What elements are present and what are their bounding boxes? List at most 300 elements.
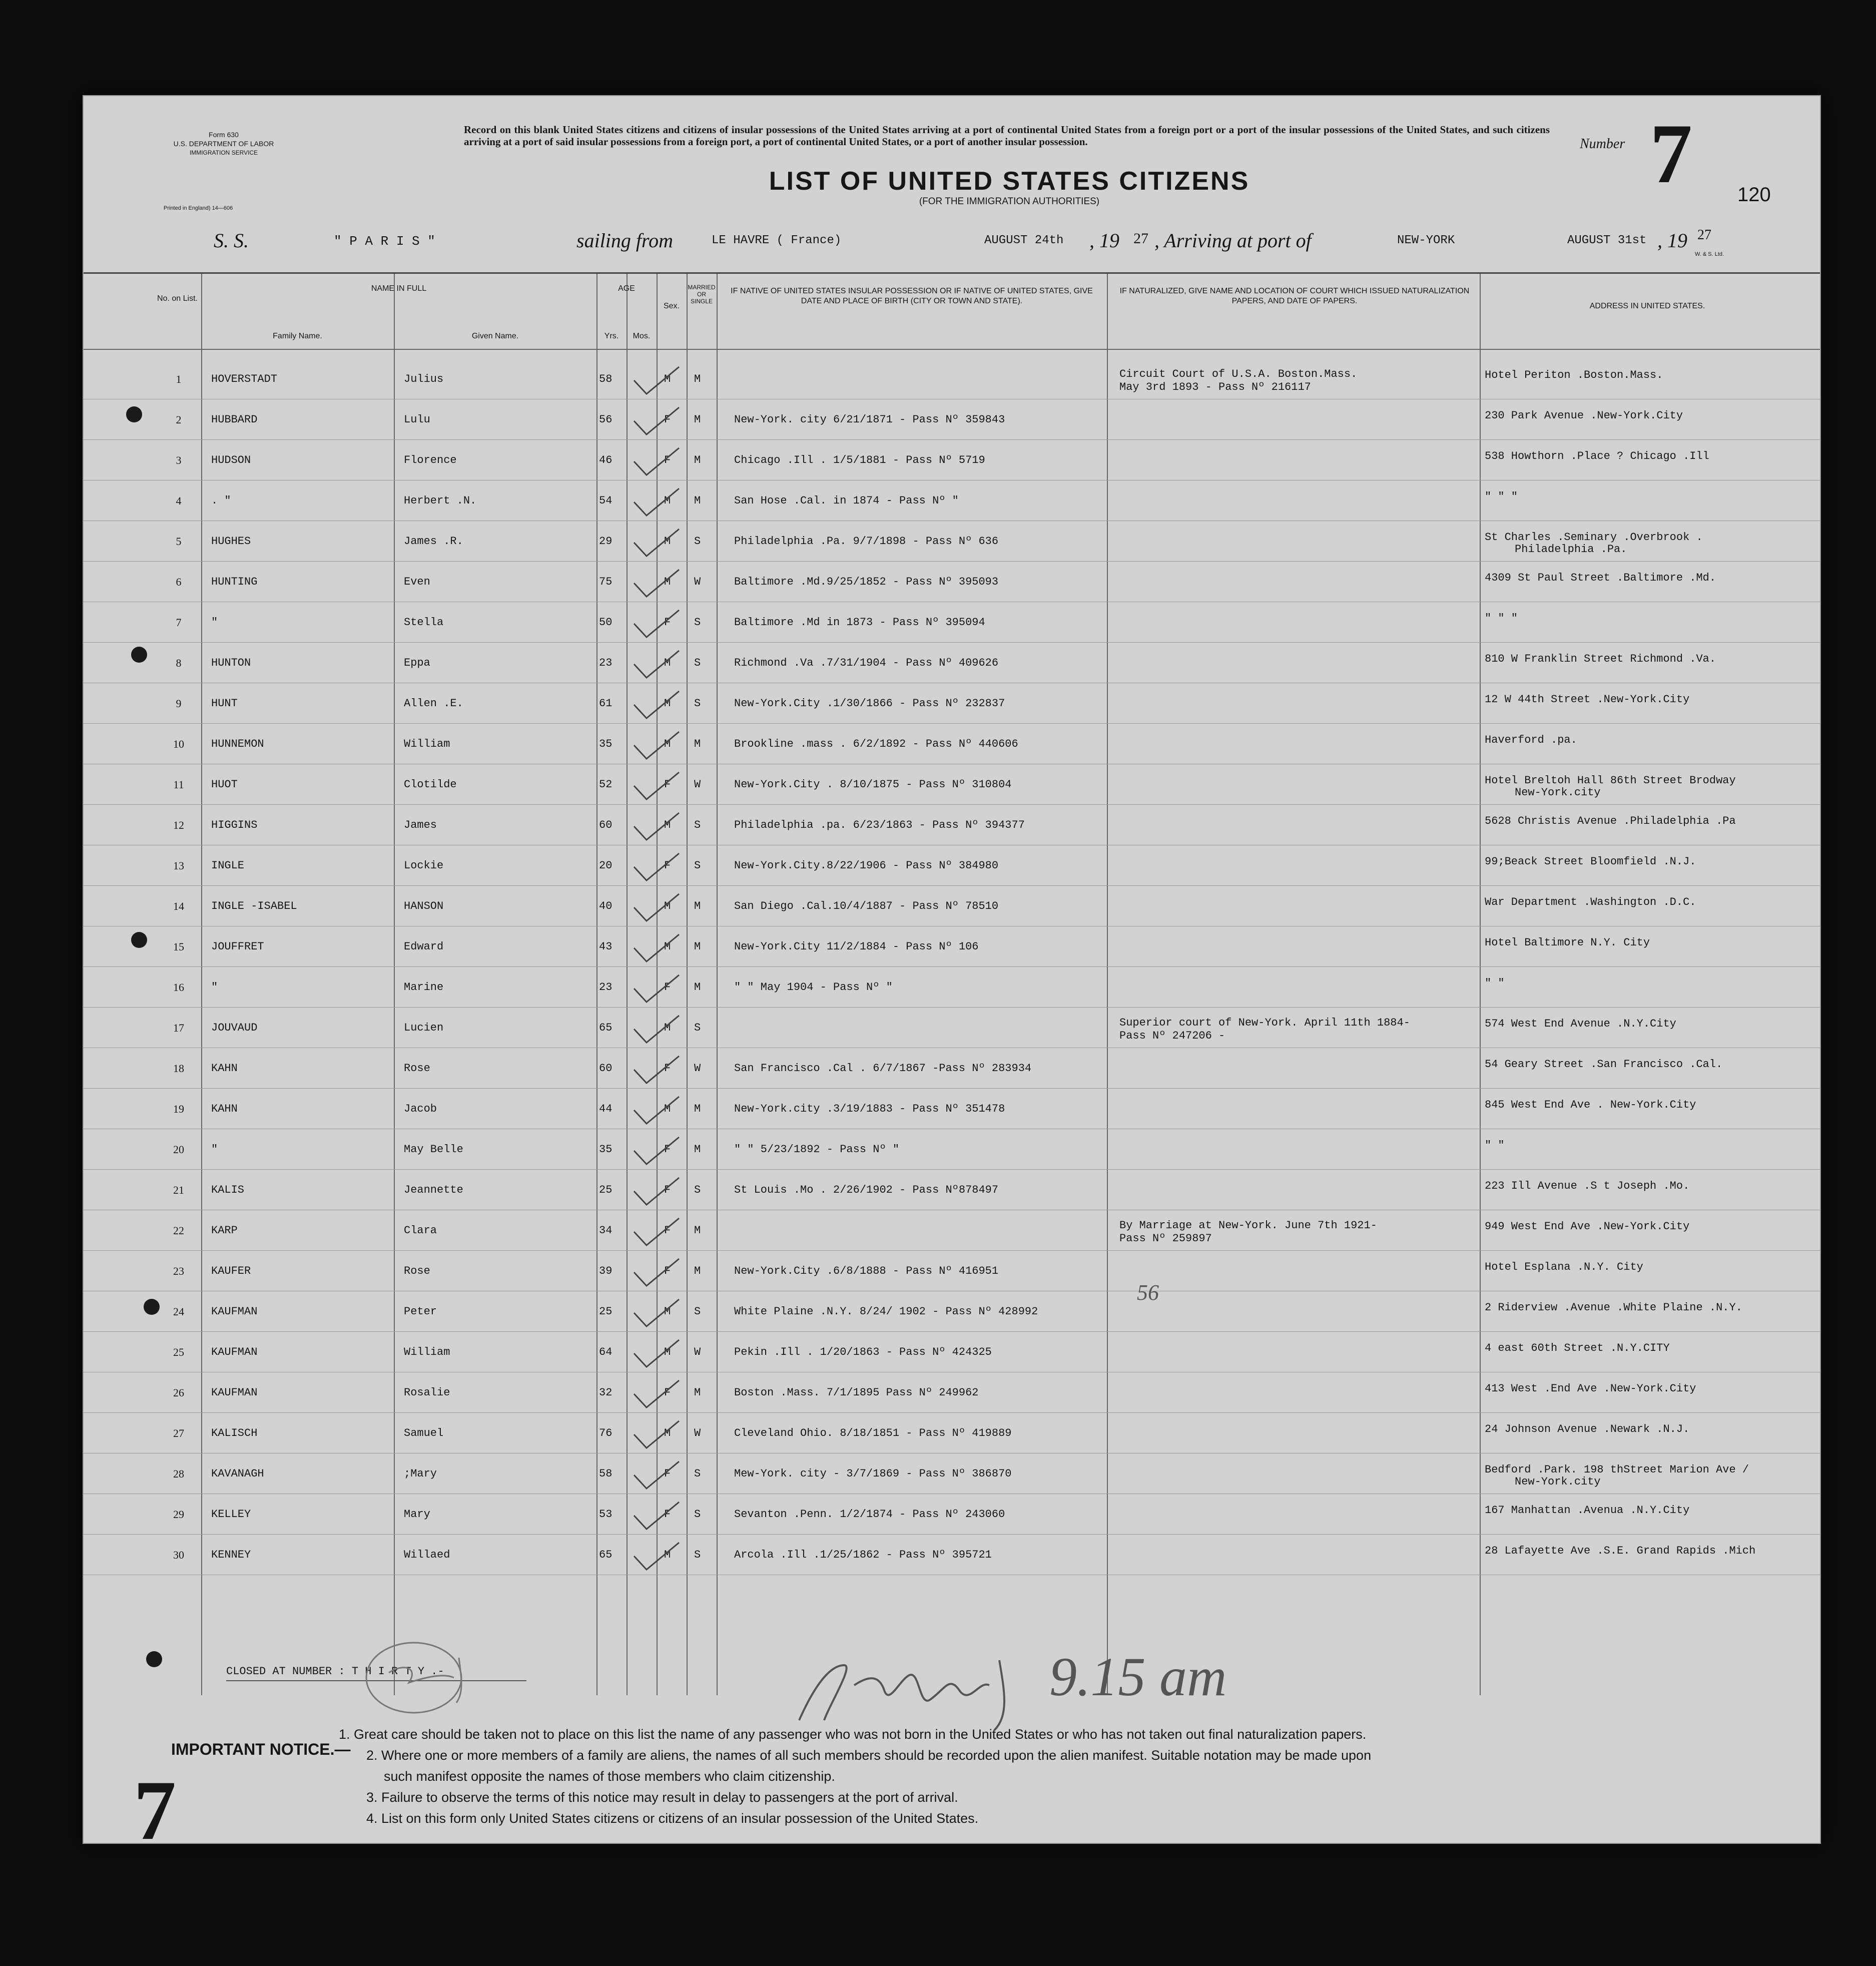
table-row	[84, 1251, 1820, 1291]
cell-age: 35	[599, 1143, 612, 1156]
instructions: Record on this blank United States citizens and citizens of insular possessions of the United States arriving at a port of continental United States from a foreign port or a port of the insular possessions of the United States, and such citizens arriving at a port of said insular possessions from a foreign port, a port of continental United States, or a port of another insular possession.	[464, 124, 1550, 148]
cell-age: 50	[599, 616, 612, 629]
col-header-given: Given Name.	[471, 332, 519, 340]
cell-birth: Baltimore .Md in 1873 - Pass Nº 395094	[734, 616, 985, 629]
cell-given: HANSON	[404, 900, 444, 912]
cell-age: 75	[599, 576, 612, 588]
cell-birth: New-York.City.8/22/1906 - Pass Nº 384980	[734, 859, 999, 872]
check-mark-icon	[629, 849, 684, 884]
cell-family: JOUVAUD	[211, 1022, 258, 1034]
check-mark-icon	[629, 930, 684, 965]
service: IMMIGRATION SERVICE	[189, 149, 258, 156]
cell-given: William	[404, 1346, 450, 1358]
table-row	[84, 1291, 1820, 1331]
punch-hole	[126, 406, 142, 422]
cell-family: KARP	[211, 1224, 238, 1237]
cell-birth: Brookline .mass . 6/2/1892 - Pass Nº 440606	[734, 738, 1018, 750]
notice-item-3: 3. Failure to observe the terms of this notice may result in delay to passengers at the port of arrival.	[366, 1790, 958, 1805]
check-mark-icon	[629, 687, 684, 722]
check-mark-icon	[629, 1457, 684, 1493]
cell-family: KAHN	[211, 1103, 238, 1115]
cell-sex: F	[664, 1224, 671, 1237]
cell-sex: M	[664, 738, 671, 750]
sailing-date: AUGUST 24th	[984, 234, 1064, 247]
cell-sex: F	[664, 413, 671, 426]
cell-no: 24	[173, 1305, 184, 1318]
cell-birth: San Diego .Cal.10/4/1887 - Pass Nº 78510	[734, 900, 999, 912]
year-label-1: , 19	[1089, 229, 1119, 252]
check-mark-icon	[629, 728, 684, 763]
cell-no: 25	[173, 1346, 184, 1358]
cell-family: HUNTING	[211, 576, 258, 588]
check-mark-icon	[629, 1376, 684, 1411]
cell-sex: F	[664, 1386, 671, 1399]
cell-ms: S	[694, 1549, 701, 1561]
notice-item-2b: such manifest opposite the names of those members who claim citizenship.	[384, 1769, 835, 1784]
cell-age: 61	[599, 697, 612, 710]
cell-no: 29	[173, 1508, 184, 1521]
table-header-rule	[84, 349, 1820, 350]
cell-family: INGLE	[211, 859, 245, 872]
cell-sex: F	[664, 981, 671, 994]
cell-family: KAVANAGH	[211, 1467, 264, 1480]
table-row	[84, 643, 1820, 683]
page-title: LIST OF UNITED STATES CITIZENS	[769, 167, 1250, 196]
cell-addr: Hotel Breltoh Hall 86th Street Brodway	[1485, 774, 1736, 787]
cell-nat: By Marriage at New-York. June 7th 1921-	[1119, 1219, 1377, 1232]
punch-hole	[131, 647, 147, 663]
table-row	[84, 480, 1820, 521]
cell-ms: W	[694, 1427, 701, 1439]
cell-given: Julius	[404, 373, 444, 385]
cell-given: Jacob	[404, 1103, 437, 1115]
check-mark-icon	[629, 1214, 684, 1249]
col-header-married: MARRIED OR SINGLE	[688, 284, 716, 305]
table-row	[84, 724, 1820, 764]
cell-ms: M	[694, 1265, 701, 1277]
cell-birth: Cleveland Ohio. 8/18/1851 - Pass Nº 419889	[734, 1427, 1012, 1439]
col-header-sex: Sex.	[663, 302, 680, 310]
cell-sex: M	[664, 1305, 671, 1318]
cell-family: KAUFER	[211, 1265, 251, 1277]
cell-no: 21	[173, 1184, 184, 1196]
cell-sex: M	[664, 697, 671, 710]
cell-ms: W	[694, 1062, 701, 1075]
form-number-block	[164, 130, 284, 157]
cell-given: Mary	[404, 1508, 430, 1521]
cell-birth: Philadelphia .Pa. 9/7/1898 - Pass Nº 636	[734, 535, 999, 548]
cell-family: KENNEY	[211, 1549, 251, 1561]
cell-sex: M	[664, 657, 671, 669]
cell-family: KAUFMAN	[211, 1386, 258, 1399]
col-header-family: Family Name.	[273, 332, 322, 340]
cell-age: 52	[599, 778, 612, 791]
cell-addr2: New-York.city	[1515, 786, 1601, 799]
table-row	[84, 967, 1820, 1007]
cell-sex: M	[664, 495, 671, 507]
page-subtitle: (FOR THE IMMIGRATION AUTHORITIES)	[919, 196, 1100, 207]
col-header-naturalized: IF NATURALIZED, GIVE NAME AND LOCATION OF COURT WHICH ISSUED NATURALIZATION PAPERS, AND DATE OF PAPERS.	[1119, 287, 1470, 305]
check-mark-icon	[629, 1255, 684, 1290]
cell-ms: S	[694, 1022, 701, 1034]
manifest-sheet	[83, 95, 1821, 1844]
year-label-2: , 19	[1657, 229, 1687, 252]
check-mark-icon	[629, 1336, 684, 1371]
cell-family: HOVERSTADT	[211, 373, 278, 385]
cell-addr: " " "	[1485, 490, 1518, 503]
cell-sex: M	[664, 1103, 671, 1115]
cell-addr: 99;Beack Street Bloomfield .N.J.	[1485, 855, 1696, 868]
cell-age: 43	[599, 940, 612, 953]
check-mark-icon	[629, 971, 684, 1006]
check-mark-icon	[629, 566, 684, 601]
arriving-label: , Arriving at port of	[1154, 229, 1312, 252]
cell-given: Jeannette	[404, 1184, 463, 1196]
check-mark-icon	[629, 1417, 684, 1452]
cell-sex: M	[664, 576, 671, 588]
check-mark-icon	[629, 647, 684, 682]
number-label: Number	[1580, 136, 1625, 152]
cell-birth: New-York. city 6/21/1871 - Pass Nº 359843	[734, 413, 1005, 426]
cell-family: HUOT	[211, 778, 238, 791]
cell-addr: " " "	[1485, 612, 1518, 625]
ship-name: " P A R I S "	[334, 234, 435, 249]
cell-age: 64	[599, 1346, 612, 1358]
cell-given: Edward	[404, 940, 444, 953]
cell-addr: 167 Manhattan .Avenua .N.Y.City	[1485, 1504, 1690, 1517]
cell-ms: W	[694, 576, 701, 588]
check-mark-icon	[629, 363, 684, 398]
cell-family: "	[211, 616, 218, 629]
cell-sex: F	[664, 1467, 671, 1480]
cell-given: James .R.	[404, 535, 463, 548]
cell-ms: S	[694, 819, 701, 831]
cell-no: 28	[173, 1467, 184, 1480]
cell-given: Clotilde	[404, 778, 457, 791]
cell-given: May Belle	[404, 1143, 463, 1156]
cell-ms: S	[694, 1305, 701, 1318]
cell-family: KELLEY	[211, 1508, 251, 1521]
cell-given: Lulu	[404, 413, 430, 426]
cell-no: 17	[173, 1022, 184, 1034]
cell-birth: Richmond .Va .7/31/1904 - Pass Nº 409626	[734, 657, 999, 669]
notice-item-1: 1. Great care should be taken not to place on this list the name of any passenger who was not born in the United States or who has not taken out final naturalization papers.	[339, 1727, 1367, 1742]
cell-age: 56	[599, 413, 612, 426]
page-number: 120	[1737, 184, 1771, 206]
cell-family: HUBBARD	[211, 413, 258, 426]
check-mark-icon	[629, 403, 684, 438]
cell-age: 65	[599, 1549, 612, 1561]
cell-addr: 24 Johnson Avenue .Newark .N.J.	[1485, 1423, 1690, 1435]
cell-family: INGLE -ISABEL	[211, 900, 297, 912]
cell-family: KALISCH	[211, 1427, 258, 1439]
notice-item-2: 2. Where one or more members of a family are aliens, the names of all such members should be recorded upon the alien manifest. Suitable notation may be made upon	[366, 1748, 1372, 1763]
notice-item-4: 4. List on this form only United States citizens or citizens of an insular possession of the United States.	[366, 1811, 979, 1826]
check-mark-icon	[629, 809, 684, 844]
table-row	[84, 1372, 1820, 1412]
department: U.S. DEPARTMENT OF LABOR	[173, 140, 274, 148]
cell-no: 15	[173, 940, 184, 953]
cell-given: Even	[404, 576, 430, 588]
cell-age: 35	[599, 738, 612, 750]
check-mark-icon	[629, 1498, 684, 1533]
cell-addr: 538 Howthorn .Place ? Chicago .Ill	[1485, 450, 1709, 462]
cell-age: 60	[599, 1062, 612, 1075]
cell-sex: M	[664, 1346, 671, 1358]
table-row	[84, 1453, 1820, 1494]
cell-no: 2	[176, 413, 182, 426]
cell-given: Florence	[404, 454, 457, 466]
cell-ms: M	[694, 1143, 701, 1156]
cell-no: 1	[176, 373, 182, 385]
check-mark-icon	[629, 890, 684, 925]
passenger-table	[84, 359, 1820, 1640]
cell-age: 54	[599, 495, 612, 507]
cell-nat: Circuit Court of U.S.A. Boston.Mass.	[1119, 368, 1358, 380]
cell-no: 30	[173, 1549, 184, 1561]
cell-no: 6	[176, 576, 182, 588]
cell-sex: F	[664, 1508, 671, 1521]
cell-no: 9	[176, 697, 182, 710]
cell-age: 23	[599, 657, 612, 669]
cell-given: Eppa	[404, 657, 430, 669]
table-row	[84, 1332, 1820, 1372]
cell-addr: War Department .Washington .D.C.	[1485, 896, 1696, 908]
table-row	[84, 602, 1820, 642]
cell-sex: M	[664, 373, 671, 385]
margin-note: 56	[1137, 1280, 1159, 1305]
cell-birth: Philadelphia .pa. 6/23/1863 - Pass Nº 394377	[734, 819, 1025, 831]
table-row	[84, 1048, 1820, 1088]
cell-given: Rosalie	[404, 1386, 450, 1399]
table-row	[84, 440, 1820, 480]
cell-ms: M	[694, 981, 701, 994]
cell-age: 76	[599, 1427, 612, 1439]
notice-heading: IMPORTANT NOTICE.—	[171, 1740, 351, 1758]
printer-mark: W. & S. Ltd.	[1695, 251, 1724, 257]
cell-nat2: May 3rd 1893 - Pass Nº 216117	[1119, 381, 1311, 393]
table-row	[84, 1008, 1820, 1048]
cell-birth: New-York.City . 8/10/1875 - Pass Nº 310804	[734, 778, 1012, 791]
table-row	[84, 1170, 1820, 1210]
cell-no: 7	[176, 616, 182, 629]
cell-family: HUDSON	[211, 454, 251, 466]
cell-age: 39	[599, 1265, 612, 1277]
cell-ms: S	[694, 1467, 701, 1480]
cell-given: Willaed	[404, 1549, 450, 1561]
list-number: 7	[1650, 107, 1692, 201]
cell-birth: New-York.City 11/2/1884 - Pass Nº 106	[734, 940, 979, 953]
cell-given: Marine	[404, 981, 444, 994]
cell-given: William	[404, 738, 450, 750]
cell-no: 20	[173, 1143, 184, 1156]
cell-ms: M	[694, 900, 701, 912]
check-mark-icon	[629, 1012, 684, 1047]
cell-no: 19	[173, 1103, 184, 1115]
cell-ms: W	[694, 1346, 701, 1358]
cell-age: 23	[599, 981, 612, 994]
cell-addr: 230 Park Avenue .New-York.City	[1485, 409, 1683, 422]
col-header-age: AGE	[618, 284, 635, 293]
cell-given: Clara	[404, 1224, 437, 1237]
cell-given: Peter	[404, 1305, 437, 1318]
cell-no: 10	[173, 738, 184, 750]
cell-no: 11	[173, 778, 184, 791]
cell-ms: S	[694, 859, 701, 872]
cell-birth: Baltimore .Md.9/25/1852 - Pass Nº 395093	[734, 576, 999, 588]
cell-ms: W	[694, 778, 701, 791]
cell-age: 65	[599, 1022, 612, 1034]
cell-addr: 845 West End Ave . New-York.City	[1485, 1099, 1696, 1111]
cell-birth: New-York.City .1/30/1866 - Pass Nº 232837	[734, 697, 1005, 710]
cell-no: 27	[173, 1427, 184, 1439]
cell-nat2: Pass Nº 259897	[1119, 1232, 1212, 1245]
table-row	[84, 1494, 1820, 1534]
check-mark-icon	[629, 768, 684, 803]
table-row	[84, 1210, 1820, 1250]
cell-birth: Chicago .Ill . 1/5/1881 - Pass Nº 5719	[734, 454, 985, 466]
cell-given: Herbert .N.	[404, 495, 477, 507]
cell-given: Rose	[404, 1062, 430, 1075]
cell-age: 58	[599, 1467, 612, 1480]
signature-time: 9.15 am	[1049, 1646, 1227, 1707]
cell-family: KAUFMAN	[211, 1305, 258, 1318]
cell-family: JOUFFRET	[211, 940, 264, 953]
table-row	[84, 764, 1820, 804]
cell-addr: Hotel Periton .Boston.Mass.	[1485, 369, 1663, 381]
cell-birth: White Plaine .N.Y. 8/24/ 1902 - Pass Nº 428992	[734, 1305, 1038, 1318]
cell-no: 12	[173, 819, 184, 831]
check-mark-icon	[629, 1539, 684, 1574]
cell-no: 8	[176, 657, 182, 669]
check-mark-icon	[629, 1133, 684, 1168]
cell-sex: F	[664, 1143, 671, 1156]
cell-no: 22	[173, 1224, 184, 1237]
cell-given: Lockie	[404, 859, 444, 872]
sailing-port: LE HAVRE ( France)	[712, 234, 842, 247]
cell-ms: M	[694, 1103, 701, 1115]
cell-addr: Hotel Baltimore N.Y. City	[1485, 936, 1650, 949]
cell-age: 25	[599, 1305, 612, 1318]
year-value-1: 27	[1133, 230, 1148, 247]
cell-family: KALIS	[211, 1184, 245, 1196]
table-top-rule	[84, 272, 1820, 274]
table-row	[84, 1413, 1820, 1453]
cell-given: Allen .E.	[404, 697, 463, 710]
table-row	[84, 886, 1820, 926]
cell-ms: M	[694, 940, 701, 953]
check-mark-icon	[629, 1052, 684, 1087]
cell-given: ;Mary	[404, 1467, 437, 1480]
cell-addr: 12 W 44th Street .New-York.City	[1485, 693, 1690, 706]
cell-sex: F	[664, 1184, 671, 1196]
table-row	[84, 359, 1820, 399]
cell-no: 16	[173, 981, 184, 994]
cell-no: 4	[176, 495, 182, 507]
cell-age: 40	[599, 900, 612, 912]
cell-addr: " "	[1485, 1139, 1505, 1152]
cell-birth: " " 5/23/1892 - Pass Nº "	[734, 1143, 900, 1156]
cell-sex: M	[664, 940, 671, 953]
cell-addr: 5628 Christis Avenue .Philadelphia .Pa	[1485, 815, 1736, 827]
cell-addr: Hotel Esplana .N.Y. City	[1485, 1261, 1643, 1273]
check-mark-icon	[629, 525, 684, 560]
cell-age: 32	[599, 1386, 612, 1399]
cell-family: HUNT	[211, 697, 238, 710]
cell-birth: Boston .Mass. 7/1/1895 Pass Nº 249962	[734, 1386, 979, 1399]
cell-age: 46	[599, 454, 612, 466]
cell-birth: San Francisco .Cal . 6/7/1867 -Pass Nº 283934	[734, 1062, 1032, 1075]
cell-family: "	[211, 981, 218, 994]
cell-family: KAHN	[211, 1062, 238, 1075]
corner-number: 7	[134, 1763, 176, 1844]
cell-sex: F	[664, 859, 671, 872]
cell-family: . "	[211, 495, 231, 507]
table-row	[84, 1129, 1820, 1169]
table-row	[84, 562, 1820, 602]
cell-given: Samuel	[404, 1427, 444, 1439]
cell-nat2: Pass Nº 247206 -	[1119, 1030, 1225, 1042]
cell-addr: 574 West End Avenue .N.Y.City	[1485, 1018, 1676, 1030]
cell-addr: Haverford .pa.	[1485, 734, 1577, 746]
cell-ms: S	[694, 657, 701, 669]
cell-family: KAUFMAN	[211, 1346, 258, 1358]
cell-ms: S	[694, 616, 701, 629]
cell-ms: M	[694, 495, 701, 507]
table-row	[84, 1089, 1820, 1129]
cell-no: 14	[173, 900, 184, 912]
cell-addr: 949 West End Ave .New-York.City	[1485, 1220, 1690, 1233]
cell-addr: 54 Geary Street .San Francisco .Cal.	[1485, 1058, 1723, 1071]
cell-birth: Pekin .Ill . 1/20/1863 - Pass Nº 424325	[734, 1346, 992, 1358]
col-header-address: ADDRESS IN UNITED STATES.	[1589, 302, 1705, 310]
cell-birth: Sevanton .Penn. 1/2/1874 - Pass Nº 243060	[734, 1508, 1005, 1521]
cell-addr: Bedford .Park. 198 thStreet Marion Ave /	[1485, 1463, 1749, 1476]
cell-sex: F	[664, 454, 671, 466]
cell-ms: M	[694, 1224, 701, 1237]
cell-ms: S	[694, 1508, 701, 1521]
check-mark-icon	[629, 444, 684, 479]
cell-given: James	[404, 819, 437, 831]
table-row	[84, 399, 1820, 439]
check-mark-icon	[629, 1174, 684, 1209]
punch-hole	[146, 1651, 162, 1667]
cell-ms: M	[694, 454, 701, 466]
cell-sex: F	[664, 778, 671, 791]
cell-no: 26	[173, 1386, 184, 1399]
closing-line: CLOSED AT NUMBER : T H I R T Y .-	[226, 1665, 444, 1678]
cell-family: HUNTON	[211, 657, 251, 669]
cell-sex: F	[664, 1265, 671, 1277]
cell-age: 44	[599, 1103, 612, 1115]
check-mark-icon	[629, 1093, 684, 1128]
form-number: Form 630	[209, 131, 239, 139]
cell-age: 60	[599, 819, 612, 831]
table-row	[84, 1535, 1820, 1575]
cell-sex: M	[664, 1549, 671, 1561]
cell-age: 34	[599, 1224, 612, 1237]
cell-age: 53	[599, 1508, 612, 1521]
cell-ms: M	[694, 738, 701, 750]
table-row	[84, 521, 1820, 561]
arrival-port: NEW-YORK	[1397, 234, 1455, 247]
cell-no: 13	[173, 859, 184, 872]
cell-nat: Superior court of New-York. April 11th 1884-	[1119, 1017, 1410, 1029]
circled-stamp	[359, 1628, 489, 1730]
cell-given: Stella	[404, 616, 444, 629]
printed-note: Printed in England) 14—606	[164, 205, 233, 211]
cell-addr: " "	[1485, 977, 1505, 990]
